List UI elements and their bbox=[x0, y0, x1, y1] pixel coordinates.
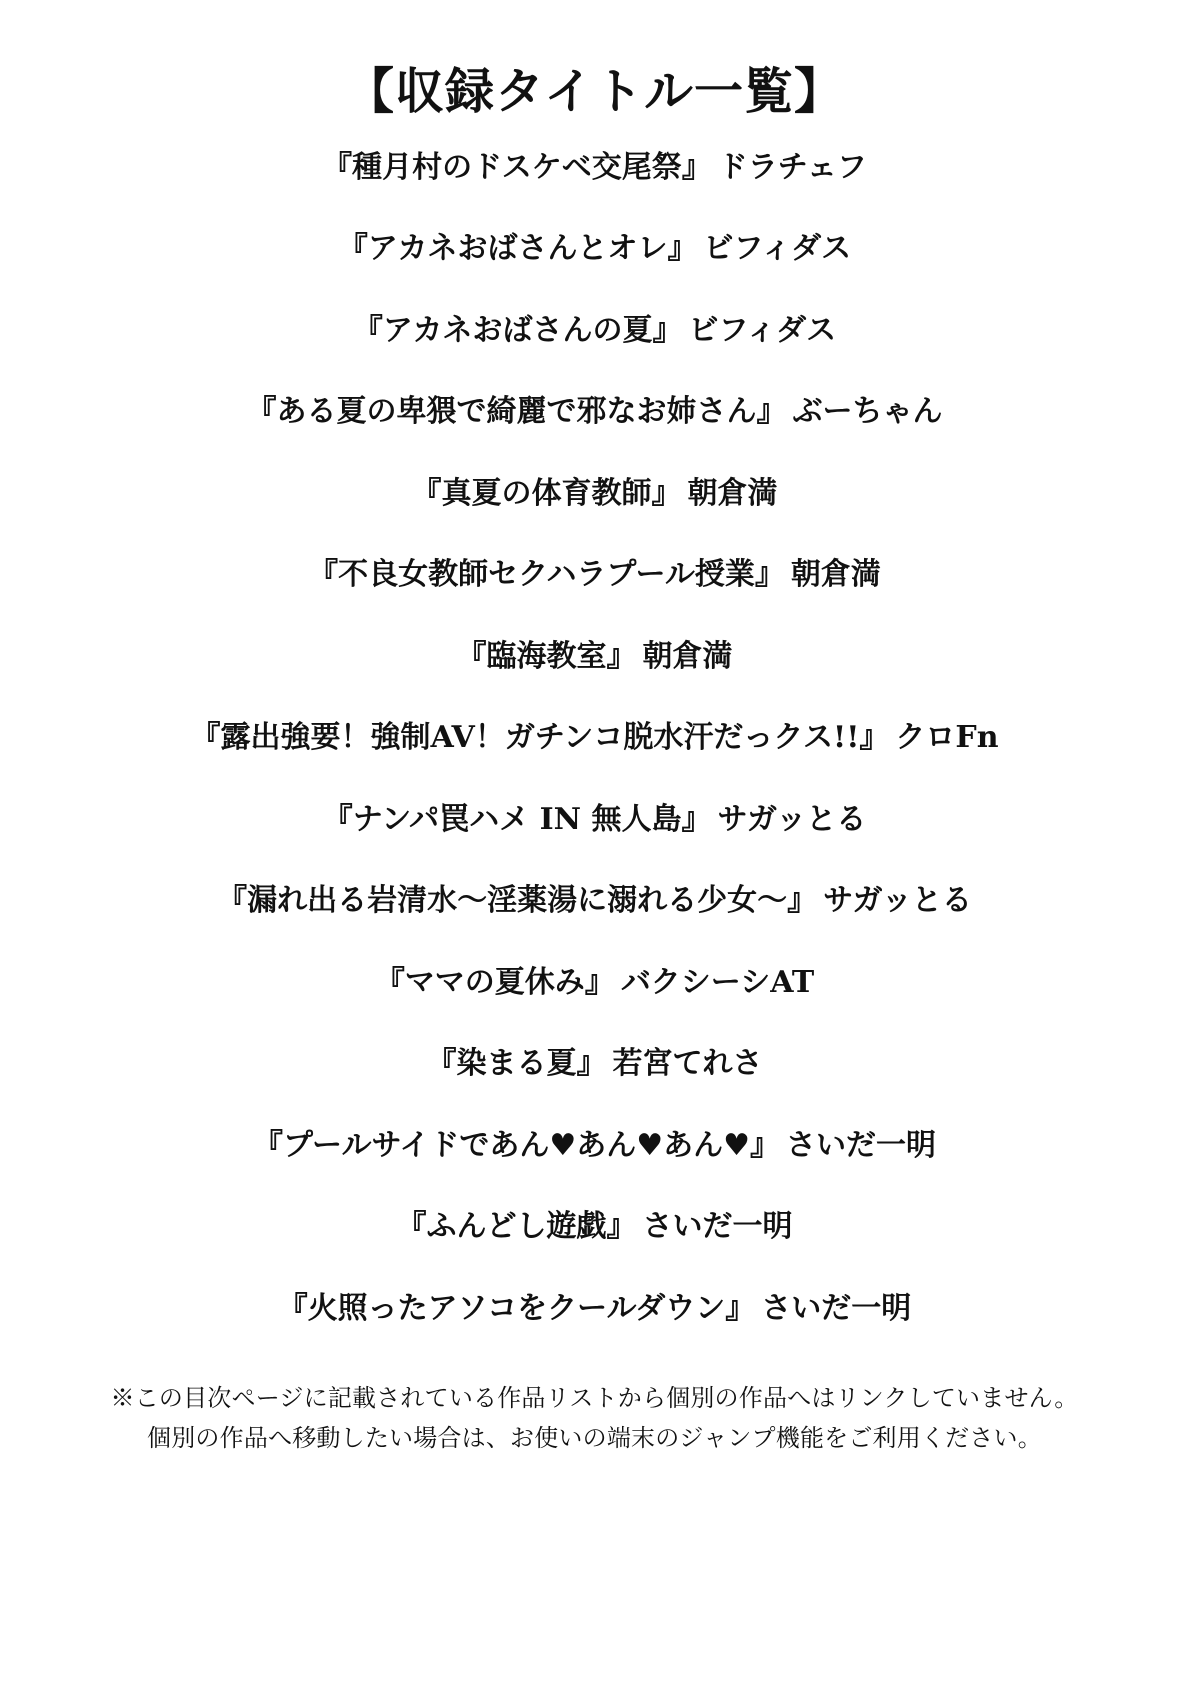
entry-title: 『ある夏の卑猥で綺麗で邪なお姉さん』 bbox=[246, 394, 787, 430]
list-item bbox=[323, 801, 867, 839]
entry-title: 『不良女教師セクハラプール授業』 bbox=[308, 557, 785, 593]
entry-author: ドラチェフ bbox=[717, 149, 867, 185]
title-list bbox=[60, 149, 1129, 1372]
entry-author: サガッとる bbox=[717, 801, 867, 837]
list-item bbox=[427, 1045, 763, 1083]
list-item bbox=[247, 393, 943, 431]
entry-author: ビフィダス bbox=[688, 312, 837, 348]
entry-author: さいだ一明 bbox=[761, 1290, 912, 1326]
list-item bbox=[190, 719, 998, 757]
entry-author: バクシーシAT bbox=[620, 964, 815, 1000]
list-item bbox=[457, 638, 733, 676]
entry-author: サガッとる bbox=[823, 883, 972, 919]
entry-title: 『プールサイドであん♥あん♥あん♥』 bbox=[252, 1127, 781, 1163]
entry-author: 朝倉満 bbox=[642, 638, 733, 674]
entry-title: 『臨海教室』 bbox=[456, 638, 637, 674]
entry-author: 若宮てれさ bbox=[612, 1046, 763, 1082]
page-title: 【収録タイトル一覧】 bbox=[344, 62, 845, 120]
entry-title: 『ママの夏休み』 bbox=[374, 964, 615, 1000]
entry-title: 『露出強要！強制AV！ガチンコ脱水汗だっクス!!』 bbox=[190, 720, 890, 756]
list-item bbox=[397, 1208, 793, 1246]
list-item bbox=[278, 1290, 912, 1328]
footer-notes bbox=[60, 1379, 1129, 1458]
entry-author: ビフィダス bbox=[703, 231, 852, 267]
list-item bbox=[353, 312, 836, 350]
list-item bbox=[253, 1127, 936, 1165]
list-item bbox=[338, 230, 851, 268]
entry-title: 『染まる夏』 bbox=[426, 1046, 607, 1082]
entry-title: 『種月村のドスケベ交尾祭』 bbox=[322, 149, 712, 185]
entry-author: さいだ一明 bbox=[642, 1209, 793, 1245]
entry-author: さいだ一明 bbox=[786, 1127, 937, 1163]
list-item bbox=[412, 475, 778, 513]
entry-title: 『アカネおばさんとオレ』 bbox=[337, 231, 698, 267]
entry-author: 朝倉満 bbox=[790, 557, 881, 593]
list-item bbox=[308, 556, 881, 594]
list-item bbox=[322, 149, 867, 187]
note-line: 個別の作品へ移動したい場合は、お使いの端末のジャンプ機能をご利用ください。 bbox=[147, 1423, 1042, 1452]
entry-title: 『アカネおばさんの夏』 bbox=[352, 312, 683, 348]
entry-author: 朝倉満 bbox=[687, 475, 778, 511]
entry-title: 『漏れ出る岩清水〜淫薬湯に溺れる少女〜』 bbox=[217, 883, 818, 919]
list-item bbox=[217, 882, 972, 920]
entry-title: 『火照ったアソコをクールダウン』 bbox=[277, 1290, 756, 1326]
entry-title: 『ナンパ罠ハメ IN 無人島』 bbox=[322, 801, 712, 837]
list-item bbox=[375, 964, 814, 1002]
entry-title: 『ふんどし遊戯』 bbox=[396, 1209, 637, 1245]
entry-author: ぶーちゃん bbox=[792, 394, 943, 430]
note-line: ※この目次ページに記載されている作品リストから個別の作品へはリンクしていません。 bbox=[110, 1384, 1079, 1413]
entry-author: クロFn bbox=[895, 720, 999, 756]
entry-title: 『真夏の体育教師』 bbox=[411, 475, 682, 511]
